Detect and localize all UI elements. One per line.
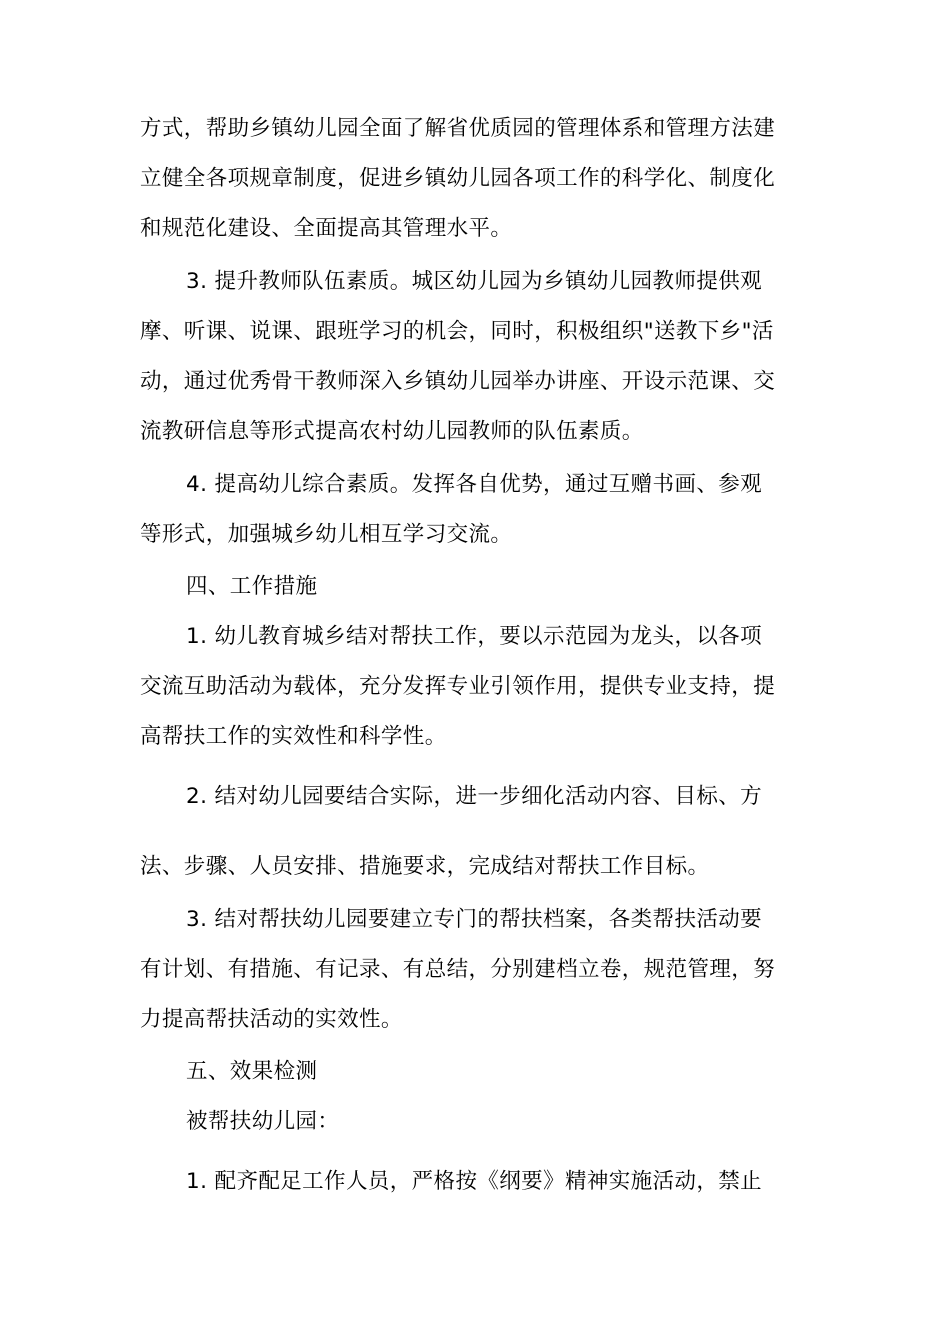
text-line: 高帮扶工作的实效性和科学性。 [140, 724, 447, 749]
text-line: 力提高帮扶活动的实效性。 [140, 1007, 403, 1032]
text-line: 3. 提升教师队伍素质。城区幼儿园为乡镇幼儿园教师提供观 [186, 269, 763, 294]
text-line: 动，通过优秀骨干教师深入乡镇幼儿园举办讲座、开设示范课、交 [140, 369, 776, 394]
text-line: 4. 提高幼儿综合素质。发挥各自优势，通过互赠书画、参观 [186, 472, 763, 497]
section-heading: 四、工作措施 [186, 574, 318, 599]
text-line: 法、步骤、人员安排、措施要求，完成结对帮扶工作目标。 [140, 854, 710, 879]
section-heading: 五、效果检测 [186, 1059, 318, 1084]
text-line: 被帮扶幼儿园： [186, 1109, 340, 1134]
text-line: 1. 幼儿教育城乡结对帮扶工作，要以示范园为龙头，以各项 [186, 624, 763, 649]
text-line: 摩、听课、说课、跟班学习的机会，同时，积极组织"送教下乡"活 [140, 319, 774, 344]
text-line: 有计划、有措施、有记录、有总结，分别建档立卷，规范管理，努 [140, 957, 776, 982]
text-line: 2. 结对幼儿园要结合实际，进一步细化活动内容、目标、方 [186, 784, 763, 809]
text-line: 流教研信息等形式提高农村幼儿园教师的队伍素质。 [140, 419, 644, 444]
text-line: 等形式，加强城乡幼儿相互学习交流。 [140, 522, 513, 547]
text-line: 立健全各项规章制度，促进乡镇幼儿园各项工作的科学化、制度化 [140, 166, 776, 191]
text-line: 3. 结对帮扶幼儿园要建立专门的帮扶档案，各类帮扶活动要 [186, 907, 763, 932]
text-line: 方式，帮助乡镇幼儿园全面了解省优质园的管理体系和管理方法建 [140, 116, 776, 141]
text-line: 1. 配齐配足工作人员，严格按《纲要》精神实施活动，禁止 [186, 1169, 763, 1194]
text-line: 和规范化建设、全面提高其管理水平。 [140, 216, 513, 241]
text-line: 交流互助活动为载体，充分发挥专业引领作用，提供专业支持，提 [140, 674, 776, 699]
